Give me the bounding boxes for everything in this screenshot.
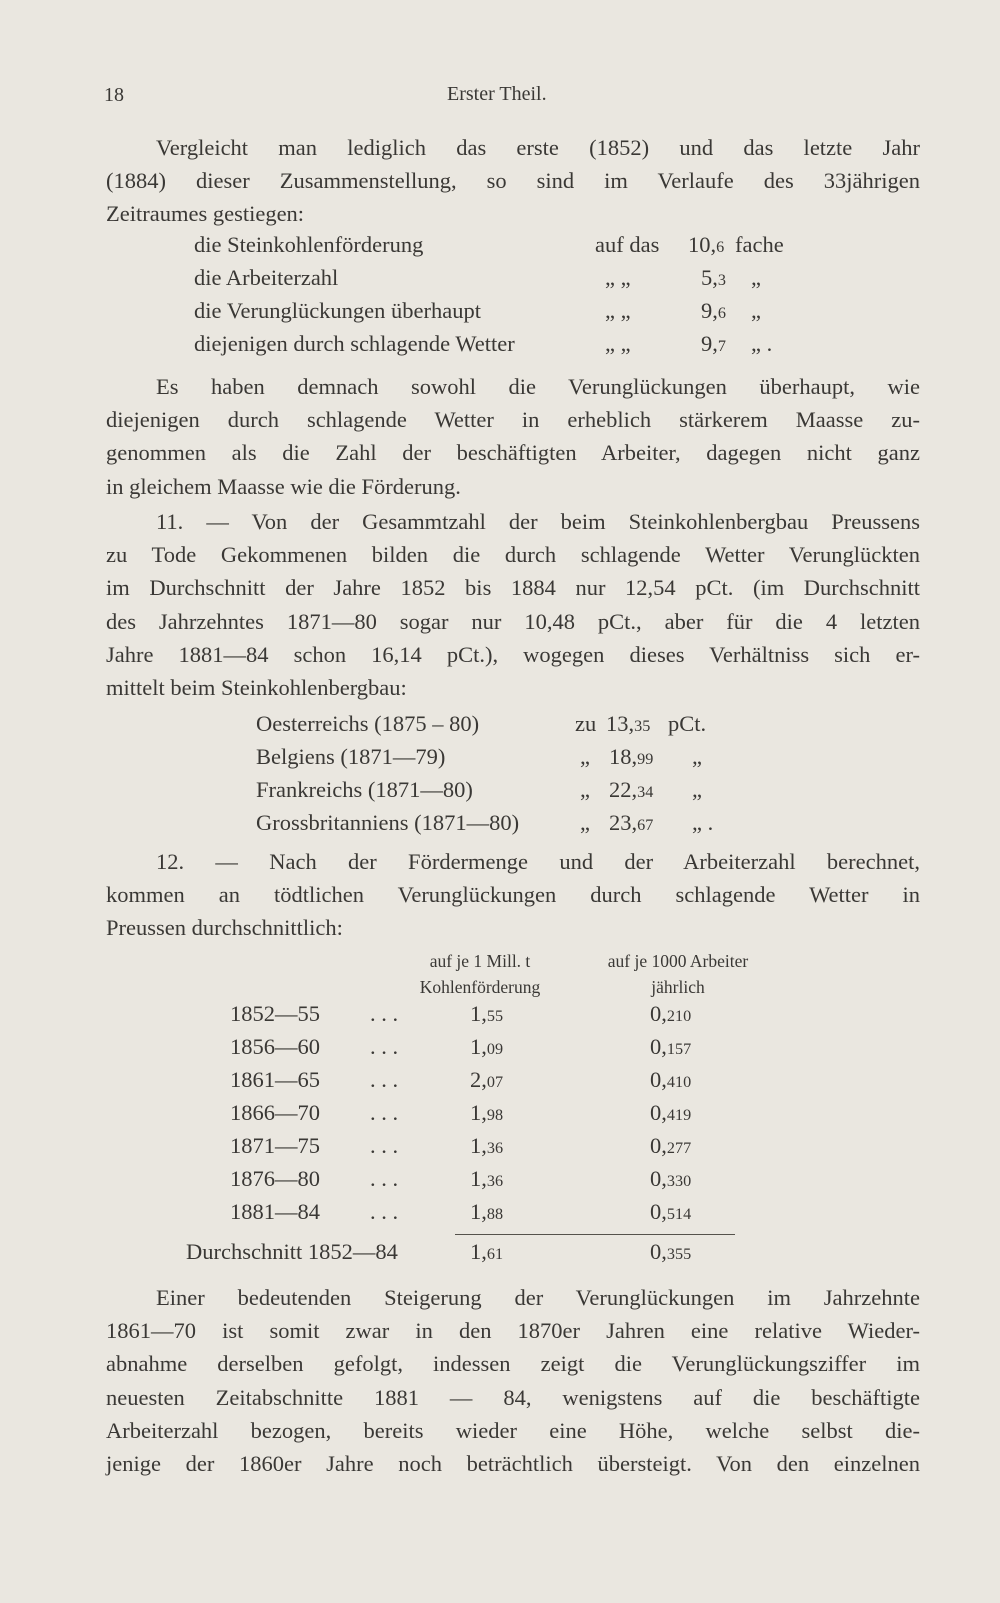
growth-prefix: „ „: [605, 298, 631, 323]
country-prefix: „: [580, 744, 590, 769]
text-line: Vergleicht man lediglich das erste (1852) und das letzte Jahr: [156, 135, 920, 160]
country-suffix: „: [692, 744, 702, 769]
period-cell: 1861—65: [230, 1067, 320, 1092]
per-1000-workers-cell: 0,210: [650, 1001, 692, 1026]
text-line: neuesten Zeitabschnitte 1881 — 84, wenigstens auf die beschäftigte: [106, 1384, 920, 1410]
growth-prefix: „ „: [605, 331, 631, 356]
text-line: kommen an tödtlichen Verunglückungen durch schlagende Wetter in: [106, 882, 920, 908]
country-value: 23,67: [609, 810, 654, 835]
growth-suffix: „: [751, 265, 761, 290]
country-label: Grossbritanniens (1871—80): [256, 810, 520, 835]
country-label: Belgiens (1871—79): [256, 744, 446, 769]
per-1000-workers-cell: 0,410: [650, 1067, 692, 1092]
text-line: (1884) dieser Zusammenstellung, so sind im Verlaufe des 33jährigen: [106, 168, 920, 194]
column-header-line: Kohlenförderung: [419, 977, 541, 997]
leader-dots: . . .: [370, 1001, 399, 1026]
column-header-per-1000-workers: [578, 948, 778, 1000]
table-row: [0, 1166, 1000, 1199]
per-1000-workers-cell: 0,157: [650, 1034, 692, 1059]
leader-dots: . . .: [370, 1100, 399, 1125]
country-value: 22,34: [609, 777, 654, 802]
growth-row: [0, 232, 1000, 265]
period-cell: 1856—60: [230, 1034, 320, 1059]
per-million-tons-cell: 1,55: [470, 1001, 504, 1026]
column-header-line: auf je 1000 Arbeiter: [607, 951, 749, 971]
country-prefix: „: [580, 777, 590, 802]
per-million-tons-cell: 2,07: [470, 1067, 504, 1092]
country-suffix: pCt.: [668, 711, 707, 736]
country-row: [0, 810, 1000, 843]
growth-value: 9,6: [701, 298, 726, 323]
growth-label: die Arbeiterzahl: [194, 265, 339, 290]
growth-label: die Steinkohlenförderung: [194, 232, 424, 257]
table-row: [0, 1001, 1000, 1034]
text-line: zu Tode Gekommenen bilden die durch schlagende Wetter Verunglückten: [106, 542, 920, 568]
table-row: [0, 1199, 1000, 1232]
text-line: in gleichem Maasse wie die Förderung.: [106, 473, 461, 499]
text-line: diejenigen durch schlagende Wetter in erheblich stärkerem Maasse zu-: [106, 407, 920, 433]
leader-dots: . . .: [370, 1199, 399, 1224]
paragraph-conclusion: [106, 370, 920, 503]
per-1000-workers-cell: 0,277: [650, 1133, 692, 1158]
per-1000-workers-cell: 0,330: [650, 1166, 692, 1191]
table-row: [0, 1067, 1000, 1100]
growth-value: 10,6: [688, 232, 725, 257]
paragraph-section-12: [106, 845, 920, 945]
table-row: [0, 1034, 1000, 1067]
per-1000-workers-cell: 0,514: [650, 1199, 692, 1224]
text-line: Jahre 1881—84 schon 16,14 pCt.), wogegen dieses Verhältniss sich er-: [106, 641, 920, 667]
per-million-tons-cell: 1,09: [470, 1034, 504, 1059]
growth-suffix: fache: [735, 232, 784, 257]
per-1000-workers-cell: 0,419: [650, 1100, 692, 1125]
per-million-tons-cell: 1,36: [470, 1166, 504, 1191]
text-line: Zeitraumes gestiegen:: [106, 201, 305, 227]
period-cell: 1876—80: [230, 1166, 320, 1191]
country-value: 18,99: [609, 744, 654, 769]
period-cell: 1866—70: [230, 1100, 320, 1125]
paragraph-section-11: [106, 505, 920, 704]
growth-row: [0, 265, 1000, 298]
leader-dots: . . .: [370, 1034, 399, 1059]
column-header-line: jährlich: [651, 977, 705, 997]
country-suffix: „: [692, 777, 702, 802]
country-suffix: „ .: [692, 810, 714, 835]
average-per-million-tons: 1,61: [470, 1239, 504, 1264]
growth-suffix: „ .: [751, 331, 773, 356]
text-line: 12. — Nach der Fördermenge und der Arbeiterzahl berechnet,: [156, 849, 920, 874]
average-per-1000-workers: 0,355: [650, 1239, 692, 1264]
country-prefix: zu: [575, 711, 597, 736]
country-value: 13,35: [606, 711, 651, 736]
growth-value: 9,7: [701, 331, 726, 356]
period-cell: 1881—84: [230, 1199, 320, 1224]
paragraph-trend: [106, 1281, 920, 1480]
country-label: Frankreichs (1871—80): [256, 777, 473, 802]
column-header-per-million-tons: [380, 948, 580, 1000]
per-million-tons-cell: 1,36: [470, 1133, 504, 1158]
country-prefix: „: [580, 810, 590, 835]
text-line: genommen als die Zahl der beschäftigten Arbeiter, dagegen nicht ganz: [106, 440, 920, 466]
growth-row: [0, 331, 1000, 364]
text-line: Einer bedeutenden Steigerung der Verunglückungen im Jahrzehnte: [156, 1285, 920, 1310]
text-line: jenige der 1860er Jahre noch beträchtlich übersteigt. Von den einzelnen: [106, 1450, 920, 1476]
text-line: Arbeiterzahl bezogen, bereits wieder eine Höhe, welche selbst die-: [106, 1417, 920, 1443]
per-million-tons-cell: 1,88: [470, 1199, 504, 1224]
text-line: 11. — Von der Gesammtzahl der beim Steinkohlenbergbau Preussens: [156, 509, 920, 534]
text-line: des Jahrzehntes 1871—80 sogar nur 10,48 pCt., aber für die 4 letzten: [106, 608, 920, 634]
running-title: Erster Theil.: [447, 83, 547, 105]
period-cell: 1852—55: [230, 1001, 320, 1026]
average-label: Durchschnitt 1852—84: [186, 1239, 398, 1264]
column-header-line: auf je 1 Mill. t: [429, 951, 531, 971]
page-number: 18: [104, 84, 124, 106]
per-million-tons-cell: 1,98: [470, 1100, 504, 1125]
paragraph-comparison-intro: [106, 131, 920, 231]
sum-rule: [455, 1234, 735, 1235]
growth-label: diejenigen durch schlagende Wetter: [194, 331, 515, 356]
text-line: mittelt beim Steinkohlenbergbau:: [106, 674, 407, 700]
growth-suffix: „: [751, 298, 761, 323]
growth-label: die Verunglückungen überhaupt: [194, 298, 482, 323]
growth-row: [0, 298, 1000, 331]
country-row: [0, 777, 1000, 810]
table-average-row: [0, 1239, 1000, 1272]
leader-dots: . . .: [370, 1133, 399, 1158]
country-row: [0, 744, 1000, 777]
text-line: abnahme derselben gefolgt, indessen zeigt die Verunglückungsziffer im: [106, 1351, 920, 1377]
growth-prefix: „ „: [605, 265, 631, 290]
country-label: Oesterreichs (1875 – 80): [256, 711, 480, 736]
table-row: [0, 1100, 1000, 1133]
leader-dots: . . .: [370, 1166, 399, 1191]
growth-prefix: auf das: [595, 232, 660, 257]
leader-dots: . . .: [370, 1067, 399, 1092]
table-row: [0, 1133, 1000, 1166]
period-cell: 1871—75: [230, 1133, 320, 1158]
growth-value: 5,3: [701, 265, 726, 290]
country-row: [0, 711, 1000, 744]
text-line: Es haben demnach sowohl die Verunglückungen überhaupt, wie: [156, 374, 920, 399]
text-line: Preussen durchschnittlich:: [106, 915, 343, 941]
text-line: 1861—70 ist somit zwar in den 1870er Jahren eine relative Wieder-: [106, 1318, 920, 1344]
text-line: im Durchschnitt der Jahre 1852 bis 1884 nur 12,54 pCt. (im Durchschnitt: [106, 575, 920, 601]
